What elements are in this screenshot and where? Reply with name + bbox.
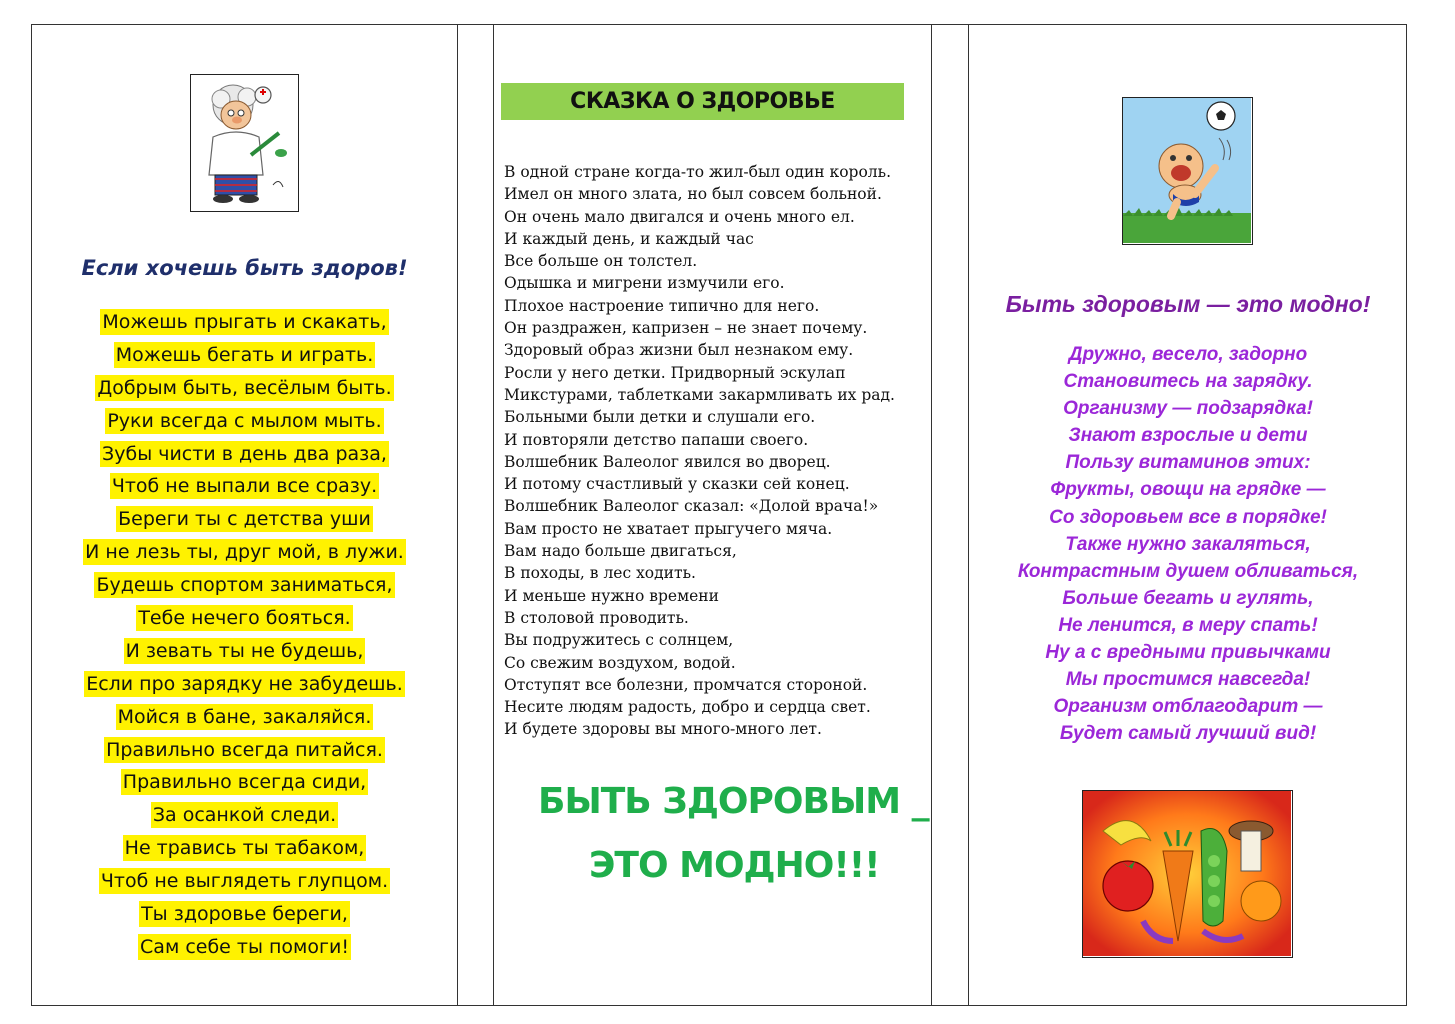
right-poem-line: Организм отблагодарит — [1053, 696, 1323, 718]
middle-panel [494, 25, 931, 1005]
highlighted-text: Тебе нечего бояться. [138, 607, 351, 630]
highlighted-text: Ты здоровье береги, [141, 903, 348, 926]
left-poem-line [32, 898, 457, 931]
highlighted-text: Можешь прыгать и скакать, [102, 311, 387, 333]
highlighted-text: Можешь бегать и играть. [115, 343, 374, 366]
tale-line: И потому счастливый у сказки сей конец. [504, 475, 850, 494]
tale-line: В походы, в лес ходить. [504, 564, 696, 583]
left-poem-line [32, 832, 457, 865]
tale-line: Микстурами, таблетками закармливать их рад. [504, 385, 895, 404]
left-panel [32, 25, 457, 1005]
left-poem-line [32, 931, 457, 964]
left-poem-line [32, 865, 457, 898]
highlighted-text: Мойся в бане, закаляйся. [117, 705, 372, 728]
highlighted-text: Чтоб не выглядеть глупцом. [100, 870, 389, 893]
tale-line: Вам просто не хватает прыгучего мяча. [504, 519, 833, 538]
tale-line: Отступят все болезни, промчатся стороной. [504, 675, 868, 694]
right-poem-line: Фрукты, овощи на грядке — [1050, 479, 1326, 501]
left-poem-line [32, 635, 457, 668]
left-poem-line [32, 766, 457, 799]
fold-line-1 [457, 24, 458, 1006]
fold-line-3 [931, 24, 932, 1006]
right-poem-line: Пользу витаминов этих: [1065, 452, 1311, 474]
vegetables-illustration [1082, 790, 1293, 958]
right-poem-line: Знают взрослые и дети [1068, 425, 1308, 447]
left-poem-line [32, 503, 457, 536]
highlighted-text: Добрым быть, весёлым быть. [97, 376, 392, 399]
right-poem-line: Становитесь на зарядку. [1063, 371, 1313, 393]
highlighted-text: И не лезь ты, друг мой, в лужи. [85, 541, 404, 564]
tale-line: И повторяли детство папаши своего. [504, 430, 809, 449]
left-poem-line [32, 799, 457, 832]
highlighted-text: Чтоб не выпали все сразу. [111, 475, 378, 498]
right-poem-line: Со здоровьем все в порядке! [1049, 506, 1327, 528]
left-poem-line [32, 306, 457, 339]
left-poem-line [32, 372, 457, 405]
tale-line: Волшебник Валеолог явился во дворец. [504, 452, 831, 471]
highlighted-text: Сам себе ты помоги! [140, 935, 349, 958]
highlighted-text: Не травись ты табаком, [124, 837, 365, 860]
highlighted-text: Береги ты с детства уши [118, 508, 371, 531]
tale-line: Со свежим воздухом, водой. [504, 653, 736, 672]
slogan-line-1: БЫТЬ ЗДОРОВЫМ _ [538, 781, 929, 822]
right-poem-line: Не ленится, в меру спать! [1058, 614, 1318, 636]
tale-title-bar [501, 83, 904, 120]
tale-line: Здоровый образ жизни был незнаком ему. [504, 341, 854, 360]
tale-line: Волшебник Валеолог сказал: «Долой врача!» [504, 497, 879, 516]
slogan-line-2: ЭТО МОДНО!!! [589, 845, 880, 886]
tale-line: Имел он много злата, но был совсем больной. [504, 185, 882, 204]
left-poem-line [32, 470, 457, 503]
left-poem-line [32, 438, 457, 471]
highlighted-text: Руки всегда с мылом мыть. [107, 409, 382, 432]
left-poem-line [32, 602, 457, 635]
tale-line: Все больше он толстел. [504, 252, 698, 271]
tale-line: Несите людям радость, добро и сердца свет. [504, 698, 871, 717]
left-title: Если хочешь быть здоров! [81, 256, 408, 280]
highlighted-text: За осанкой следи. [152, 804, 337, 827]
doctor-illustration [190, 74, 299, 212]
tale-line: Он очень мало двигался и очень много ел. [504, 207, 855, 226]
right-poem-line: Мы простимся навсегда! [1065, 669, 1311, 691]
tale-line: И каждый день, и каждый час [504, 229, 754, 248]
highlighted-text: И зевать ты не будешь, [125, 639, 364, 662]
left-poem-line [32, 536, 457, 569]
highlighted-text: Будешь спортом заниматься, [96, 574, 393, 597]
tale-line: В столовой проводить. [504, 608, 689, 627]
highlighted-text: Правильно всегда питайся. [106, 738, 383, 761]
tale-line: Он раздражен, капризен – не знает почему. [504, 319, 868, 338]
tale-line: Больными были детки и слушали его. [504, 408, 816, 427]
right-poem-line: Больше бегать и гулять, [1062, 587, 1314, 609]
tale-line: Плохое настроение типично для него. [504, 296, 820, 315]
right-poem-line: Организму — подзарядка! [1063, 398, 1313, 420]
tale-line: И меньше нужно времени [504, 586, 719, 605]
tale-line: Вы подружитесь с солнцем, [504, 631, 734, 650]
tale-text [504, 161, 929, 741]
tale-line: Росли у него детки. Придворный эскулап [504, 363, 846, 382]
right-panel [969, 25, 1407, 1005]
left-poem-line [32, 668, 457, 701]
tale-line: И будете здоровы вы много-много лет. [504, 720, 822, 739]
right-title: Быть здоровым — это модно! [1005, 291, 1371, 317]
tale-title: СКАЗКА О ЗДОРОВЬЕ [570, 89, 835, 114]
left-poem-line [32, 339, 457, 372]
left-poem-line [32, 701, 457, 734]
highlighted-text: Если про зарядку не забудешь. [86, 672, 403, 695]
right-poem-line: Дружно, весело, задорно [1068, 344, 1308, 365]
right-poem-line: Контрастным душем обливаться, [1017, 560, 1359, 582]
left-poem [32, 306, 457, 964]
left-poem-line [32, 569, 457, 602]
tale-line: Вам надо больше двигаться, [504, 542, 737, 561]
highlighted-text: Правильно всегда сиди, [122, 771, 367, 794]
right-poem-line: Ну а с вредными привычками [1045, 642, 1331, 664]
tale-line: Одышка и мигрени измучили его. [504, 274, 785, 293]
right-poem [969, 341, 1407, 747]
tale-line: В одной стране когда-то жил-был один король. [504, 163, 892, 181]
football-kid-illustration [1122, 97, 1253, 245]
left-poem-line [32, 734, 457, 767]
left-poem-line [32, 405, 457, 438]
right-poem-line: Будет самый лучший вид! [1059, 723, 1317, 745]
highlighted-text: Зубы чисти в день два раза, [102, 442, 387, 465]
right-poem-line: Также нужно закаляться, [1065, 533, 1311, 555]
